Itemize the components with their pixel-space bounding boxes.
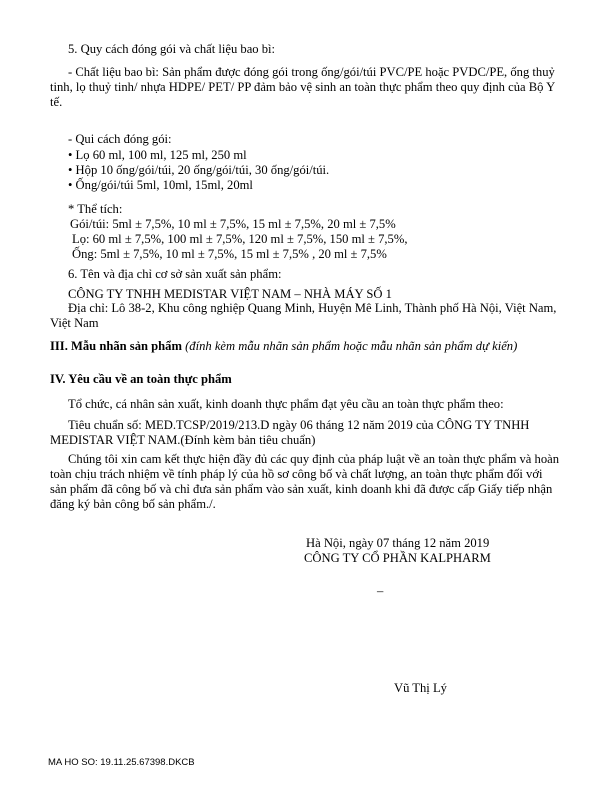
section3-heading-line [50,339,517,354]
document-code-footer: MA HO SO: 19.11.25.67398.DKCB [48,757,195,768]
volume-item: Gói/túi: 5ml ± 7,5%, 10 ml ± 7,5%, 15 ml ± 7,5%, 20 ml ± 7,5% [70,217,396,231]
volume-item: Lọ: 60 ml ± 7,5%, 100 ml ± 7,5%, 120 ml ± 7,5%, 150 ml ± 7,5%, [72,232,408,246]
signature-mark: – [377,584,384,598]
manufacturer-name: CÔNG TY TNHH MEDISTAR VIỆT NAM – NHÀ MÁY SỐ 1 [68,287,392,301]
section3-note: (đính kèm mẫu nhãn sản phẩm hoặc mẫu nhãn sản phẩm dự kiến) [185,339,518,353]
volume-item: Ống: 5ml ± 7,5%, 10 ml ± 7,5%, 15 ml ± 7,5% , 20 ml ± 7,5% [72,247,387,261]
commitment-paragraph: Chúng tôi xin cam kết thực hiện đầy đủ các quy định của pháp luật về an toàn thực phẩm và hoàn toàn chịu trách nhiệm về tính pháp lý của hồ sơ công bố và chất lượng, an toàn thực phẩm đối với sản phẩm đã công bố và chỉ đưa sản phẩm vào sản xuất, kinh doanh khi đã được cấp Giấy tiếp nhận đăng ký bản công bố sản phẩm./. [50,452,560,511]
standard-reference: Tiêu chuẩn số: MED.TCSP/2019/213.D ngày 06 tháng 12 năm 2019 của CÔNG TY TNHH MEDISTAR VIỆT NAM.(Đính kèm bản tiêu chuẩn) [50,418,530,447]
section3-heading: III. Mẫu nhãn sản phẩm [50,339,182,353]
packaging-item: • Lọ 60 ml, 100 ml, 125 ml, 250 ml [68,148,247,162]
packaging-item: • Hộp 10 ống/gói/túi, 20 ống/gói/túi, 30 ống/gói/túi. [68,163,330,177]
signer-name: Vũ Thị Lý [394,681,447,695]
packaging-material-paragraph: - Chất liệu bao bì: Sản phẩm được đóng gói trong ống/gói/túi PVC/PE hoặc PVDC/PE, ống thuỷ tinh, lọ thuỷ tinh/ nhựa HDPE/ PET/ PP đảm bảo vệ sinh an toàn thực phẩm theo quy định của Bộ Y tế. [50,65,555,109]
signature-place-date: Hà Nội, ngày 07 tháng 12 năm 2019 [306,536,490,550]
section4-intro: Tổ chức, cá nhân sản xuất, kinh doanh thực phẩm đạt yêu cầu an toàn thực phẩm theo: [68,397,504,411]
section4-heading: IV. Yêu cầu về an toàn thực phẩm [50,372,232,386]
section6-heading: 6. Tên và địa chỉ cơ sở sản xuất sản phẩm: [68,267,282,281]
packaging-spec-heading: - Qui cách đóng gói: [68,132,172,146]
section5-heading: 5. Quy cách đóng gói và chất liệu bao bì: [68,42,276,56]
packaging-item: • Ống/gói/túi 5ml, 10ml, 15ml, 20ml [68,178,253,192]
manufacturer-address: Địa chỉ: Lô 38-2, Khu công nghiệp Quang Minh, Huyện Mê Linh, Thành phố Hà Nội, Việt Nam, Việt Nam [50,301,557,330]
volume-heading: * Thể tích: [68,202,123,216]
signature-company: CÔNG TY CỔ PHẦN KALPHARM [304,551,491,565]
